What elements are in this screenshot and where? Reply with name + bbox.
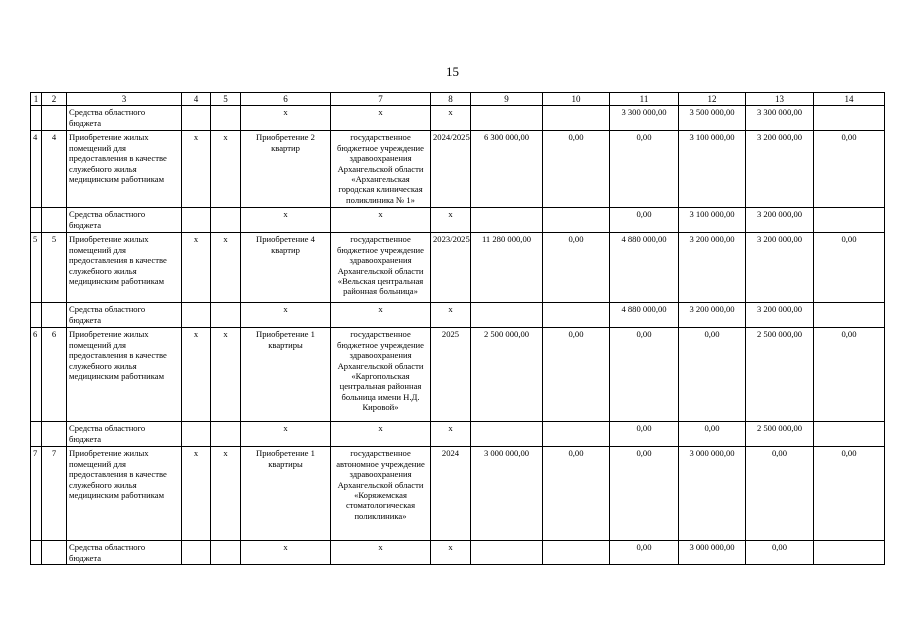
table-cell-col12: 3 000 000,00 (679, 541, 746, 565)
table-cell-col10 (543, 541, 610, 565)
table-cell-col1: 6 (31, 328, 42, 422)
table-cell-col14 (814, 208, 885, 233)
table-cell-col8: 2024/2025 (431, 131, 471, 208)
table-cell-col8: х (431, 541, 471, 565)
table-cell-col4 (182, 106, 211, 131)
table-cell-col2: 7 (42, 447, 67, 541)
table-cell-col4: х (182, 131, 211, 208)
table-cell-col7: государственное бюджетное учреждение здравоохранения Архангельской области «Архангельская городская клиническая поликлиника № 1» (331, 131, 431, 208)
table-cell-col8: х (431, 208, 471, 233)
table-cell-col3: Приобретение жилых помещений для предоставления в качестве служебного жилья медицинским работникам (67, 131, 182, 208)
table-cell-col6: Приобретение 4 квартир (241, 233, 331, 303)
table-cell-col5: х (211, 447, 241, 541)
header-cell: 14 (814, 93, 885, 106)
table-cell-col9 (471, 422, 543, 447)
table-cell-col13: 2 500 000,00 (746, 328, 814, 422)
header-cell: 11 (610, 93, 679, 106)
header-cell: 3 (67, 93, 182, 106)
table-cell-col7: х (331, 106, 431, 131)
table-cell-col2: 5 (42, 233, 67, 303)
table-cell-col6: Приобретение 1 квартиры (241, 447, 331, 541)
table-row-funding-source (31, 422, 885, 447)
header-cell: 10 (543, 93, 610, 106)
table-cell-col1: 7 (31, 447, 42, 541)
table-cell-col1 (31, 303, 42, 328)
header-cell: 5 (211, 93, 241, 106)
table-cell-col2 (42, 422, 67, 447)
table-cell-col14: 0,00 (814, 233, 885, 303)
table-cell-col5 (211, 422, 241, 447)
table-cell-col7: государственное бюджетное учреждение здравоохранения Архангельской области «Каргопольская центральная районная больница имени Н.Д. Кировой» (331, 328, 431, 422)
table-cell-col11: 4 880 000,00 (610, 233, 679, 303)
table-row-item (31, 233, 885, 303)
table-cell-col4 (182, 303, 211, 328)
header-cell: 7 (331, 93, 431, 106)
table-cell-col7: х (331, 208, 431, 233)
table-cell-col7: х (331, 422, 431, 447)
header-cell: 9 (471, 93, 543, 106)
table-cell-col3: Приобретение жилых помещений для предоставления в качестве служебного жилья медицинским работникам (67, 233, 182, 303)
table-cell-col10 (543, 422, 610, 447)
table-cell-col14 (814, 541, 885, 565)
table-cell-col4: х (182, 233, 211, 303)
table-cell-col10 (543, 208, 610, 233)
table-cell-col4 (182, 541, 211, 565)
table-cell-col1 (31, 208, 42, 233)
table-cell-col3: Средства областного бюджета (67, 208, 182, 233)
table-cell-col6: х (241, 106, 331, 131)
header-cell: 6 (241, 93, 331, 106)
table-cell-col12: 3 100 000,00 (679, 131, 746, 208)
table-cell-col5 (211, 541, 241, 565)
table-cell-col2 (42, 106, 67, 131)
table-cell-col14 (814, 422, 885, 447)
table-cell-col3: Приобретение жилых помещений для предоставления в качестве служебного жилья медицинским работникам (67, 447, 182, 541)
table-cell-col13: 3 200 000,00 (746, 131, 814, 208)
table-cell-col11: 0,00 (610, 447, 679, 541)
table-cell-col2 (42, 208, 67, 233)
table-cell-col3: Средства областного бюджета (67, 422, 182, 447)
table-cell-col13: 0,00 (746, 541, 814, 565)
table-cell-col13: 3 300 000,00 (746, 106, 814, 131)
table-cell-col14: 0,00 (814, 131, 885, 208)
table-cell-col2 (42, 541, 67, 565)
table-cell-col9: 3 000 000,00 (471, 447, 543, 541)
table-cell-col8: 2024 (431, 447, 471, 541)
table-cell-col12: 0,00 (679, 422, 746, 447)
table-cell-col8: 2025 (431, 328, 471, 422)
table-cell-col11: 0,00 (610, 541, 679, 565)
header-cell: 4 (182, 93, 211, 106)
table-cell-col14: 0,00 (814, 328, 885, 422)
table-cell-col10 (543, 303, 610, 328)
table-row-funding-source (31, 106, 885, 131)
table-row-item (31, 447, 885, 541)
table-cell-col6: Приобретение 2 квартир (241, 131, 331, 208)
table-cell-col6: х (241, 303, 331, 328)
table-cell-col9: 2 500 000,00 (471, 328, 543, 422)
table-cell-col10: 0,00 (543, 328, 610, 422)
table-cell-col9: 11 280 000,00 (471, 233, 543, 303)
table-cell-col4: х (182, 328, 211, 422)
table-cell-col12: 3 100 000,00 (679, 208, 746, 233)
table-cell-col14: 0,00 (814, 447, 885, 541)
table-cell-col3: Приобретение жилых помещений для предоставления в качестве служебного жилья медицинским работникам (67, 328, 182, 422)
table-cell-col11: 0,00 (610, 208, 679, 233)
table-cell-col14 (814, 106, 885, 131)
table-row-item (31, 131, 885, 208)
table-cell-col3: Средства областного бюджета (67, 106, 182, 131)
table-cell-col8: х (431, 422, 471, 447)
table-cell-col13: 0,00 (746, 447, 814, 541)
table-cell-col5 (211, 208, 241, 233)
table-row-funding-source (31, 541, 885, 565)
table-cell-col12: 3 500 000,00 (679, 106, 746, 131)
table-cell-col11: 0,00 (610, 328, 679, 422)
header-cell: 13 (746, 93, 814, 106)
table-cell-col4 (182, 208, 211, 233)
table-cell-col6: х (241, 541, 331, 565)
table-cell-col6: х (241, 208, 331, 233)
header-cell: 12 (679, 93, 746, 106)
table-cell-col12: 3 200 000,00 (679, 303, 746, 328)
table-cell-col4 (182, 422, 211, 447)
table-cell-col12: 0,00 (679, 328, 746, 422)
header-cell: 1 (31, 93, 42, 106)
table-cell-col1 (31, 541, 42, 565)
table-cell-col12: 3 000 000,00 (679, 447, 746, 541)
header-cell: 2 (42, 93, 67, 106)
budget-table (30, 92, 885, 565)
table-cell-col13: 2 500 000,00 (746, 422, 814, 447)
table-cell-col11: 4 880 000,00 (610, 303, 679, 328)
table-cell-col5: х (211, 131, 241, 208)
table-cell-col6: Приобретение 1 квартиры (241, 328, 331, 422)
header-row (31, 93, 885, 106)
table-cell-col9: 6 300 000,00 (471, 131, 543, 208)
table-cell-col8: 2023/2025 (431, 233, 471, 303)
table-cell-col8: х (431, 303, 471, 328)
table-cell-col7: х (331, 541, 431, 565)
table-cell-col13: 3 200 000,00 (746, 208, 814, 233)
table-cell-col1: 5 (31, 233, 42, 303)
table-cell-col9 (471, 303, 543, 328)
table-cell-col4: х (182, 447, 211, 541)
table-cell-col7: государственное бюджетное учреждение здравоохранения Архангельской области «Вельская центральная районная больница» (331, 233, 431, 303)
table-cell-col13: 3 200 000,00 (746, 303, 814, 328)
table-cell-col1 (31, 106, 42, 131)
table-cell-col8: х (431, 106, 471, 131)
table-cell-col7: х (331, 303, 431, 328)
table-row-item (31, 328, 885, 422)
table-cell-col3: Средства областного бюджета (67, 541, 182, 565)
table-row-funding-source (31, 303, 885, 328)
table-cell-col5: х (211, 233, 241, 303)
table-cell-col5 (211, 303, 241, 328)
table-cell-col11: 3 300 000,00 (610, 106, 679, 131)
table-cell-col2: 4 (42, 131, 67, 208)
table-cell-col10: 0,00 (543, 233, 610, 303)
table-cell-col5 (211, 106, 241, 131)
table-cell-col2 (42, 303, 67, 328)
table-cell-col10: 0,00 (543, 447, 610, 541)
table-cell-col9 (471, 106, 543, 131)
table-cell-col13: 3 200 000,00 (746, 233, 814, 303)
table-cell-col14 (814, 303, 885, 328)
table-cell-col5: х (211, 328, 241, 422)
table-cell-col7: государственное автономное учреждение здравоохранения Архангельской области «Коряжемская стоматологическая поликлиника» (331, 447, 431, 541)
table-cell-col1 (31, 422, 42, 447)
page-number: 15 (446, 64, 459, 79)
table-cell-col2: 6 (42, 328, 67, 422)
table-cell-col9 (471, 541, 543, 565)
table-cell-col3: Средства областного бюджета (67, 303, 182, 328)
table-cell-col1: 4 (31, 131, 42, 208)
table-row-funding-source (31, 208, 885, 233)
table-cell-col10 (543, 106, 610, 131)
table-cell-col11: 0,00 (610, 422, 679, 447)
table-cell-col11: 0,00 (610, 131, 679, 208)
table-cell-col6: х (241, 422, 331, 447)
table-cell-col10: 0,00 (543, 131, 610, 208)
header-cell: 8 (431, 93, 471, 106)
table-cell-col9 (471, 208, 543, 233)
table-cell-col12: 3 200 000,00 (679, 233, 746, 303)
